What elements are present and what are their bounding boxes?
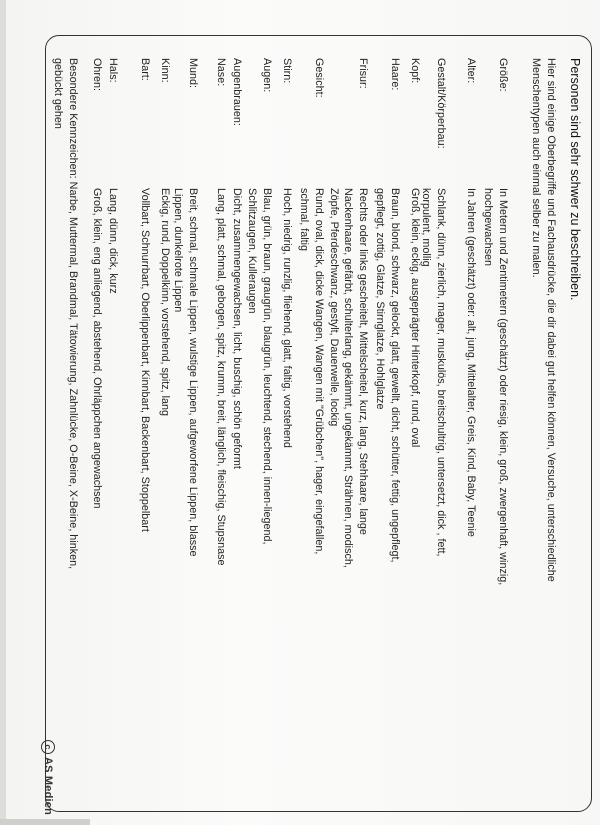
attribute-description: Rechts oder links gescheitelt, Mittelscheitel, kurz, lang, Stehhaare, lange Nackenhaare, gefärbt, schulterlang, gekämmt, ungekämmt, Strähnen, modisch, Zöpfe, Pferdeschwanz, gestylt, Dauerwelle, lockig [328,188,369,568]
attribute-description: Rund, oval, dick, dicke Wangen, Wangen mit "Grübchen", hager, eingefallen, schmal, faltig [298,188,325,555]
intro-text: Hier sind einige Oberbegriffe und Fachausdrücke, die dir dabei gut helfen können, Versuche, unterschiedliche Menschentypen auch einmal selber zu malen. [530,58,557,582]
attribute-label: Augen: [261,58,273,93]
attribute-description: Groß, klein, eng anliegend, abstehend, Ohrläppchen angewachsen [91,188,103,509]
attribute-row [328,58,370,618]
attribute-label: Alter: [465,58,477,84]
attribute-label: Bart: [139,58,151,81]
attribute-row [418,58,448,618]
attribute-label: Kopf: [409,58,421,84]
attribute-description: Dicht, zusammengewachsen, licht, buschig, schön geformt [231,188,243,469]
attribute-row [448,58,478,618]
attribute-description: Lang, dünn, dick, kurz [107,188,119,294]
attribute-label: Gesicht: [313,58,325,98]
attribute-row [372,58,402,618]
attribute-label: Mund: [187,58,199,89]
attribute-label: Größe: [497,58,509,92]
attribute-description: Breit, schmal, schmale Lippen, wulstige Lippen, aufgeworfene Lippen, blasse Lippen, dunkelrote Lippen [172,188,199,557]
attribute-label: Kinn: [159,58,171,83]
attribute-row [122,58,152,618]
attribute-description: In Metern und Zentimetern (geschätzt) oder riesig, klein, groß, zwergenhaft, winzig, hochgewachsen [482,188,509,586]
page-title: Personen sind sehr schwer zu beschreiben. [568,58,582,301]
attribute-description: Blau, grün, braun, graugrün, blaugrün, leuchtend, stechend, innen-liegend, Schlitzaugen, Kulleraugen [246,188,273,545]
attribute-label: Augenbrauen: [231,58,243,126]
attribute-row [296,58,326,618]
attribute-label: Stirn: [281,58,293,84]
attribute-row [198,58,228,618]
attribute-row [244,58,274,618]
attribute-description: Schlank, dünn, zierlich, mager, muskulös, breitschultrig, untersetzt, dick , fett, korpulent, mollig [420,188,447,557]
attribute-description: Braun, blond, schwarz, gelockt, glatt, gewellt, dicht, schütter, fettig, ungepflegt, gepflegt, zottig, Glatze, Stirnglatze, Hohlglatze [374,188,401,563]
attribute-label: Nase: [215,58,227,87]
page-rotation [0,58,600,825]
attribute-label: Frisur: [357,58,369,89]
attribute-row [480,58,510,618]
copyright-icon: c [41,740,55,754]
special-features: Besondere Kennzeichen: Narbe, Muttermal, Brandmal, Tätowierung, Zahnlücke, O-Beine, X-Beine, hinken, gebückt gehen [52,58,79,570]
attribute-description: Eckig, rund, Doppelkinn, vorstehend, spitz, lang [159,188,171,417]
attribute-description: In Jahren (geschätzt) oder: alt, jung, Mittelalter, Greis, Kind, Baby, Teenie [465,188,477,537]
attribute-label: Gestalt/Körperbau: [435,58,447,149]
attribute-label: Ohren: [91,58,103,92]
attribute-description: Vollbart, Schnurrbart, Oberlippenbart, Kinnbart, Backenbart, Stoppelbart [139,188,151,532]
attribute-label: Haare: [389,58,401,91]
attribute-description: Groß, klein, eckig, ausgeprägter Hinterkopf, rund, oval [409,188,421,448]
attribute-description: Hoch, niedrig, runzlig, fliehend, glatt, faltig, vorstehend [281,188,293,448]
attribute-row [170,58,200,618]
publisher-mark [41,740,55,815]
publisher-name: AS Medien [42,757,54,816]
attribute-description: Lang, platt, schmal, gebogen, spitz, krumm, breit, länglich, fleischig, Stupsnase [215,188,227,566]
attribute-label: Hals: [107,58,119,83]
